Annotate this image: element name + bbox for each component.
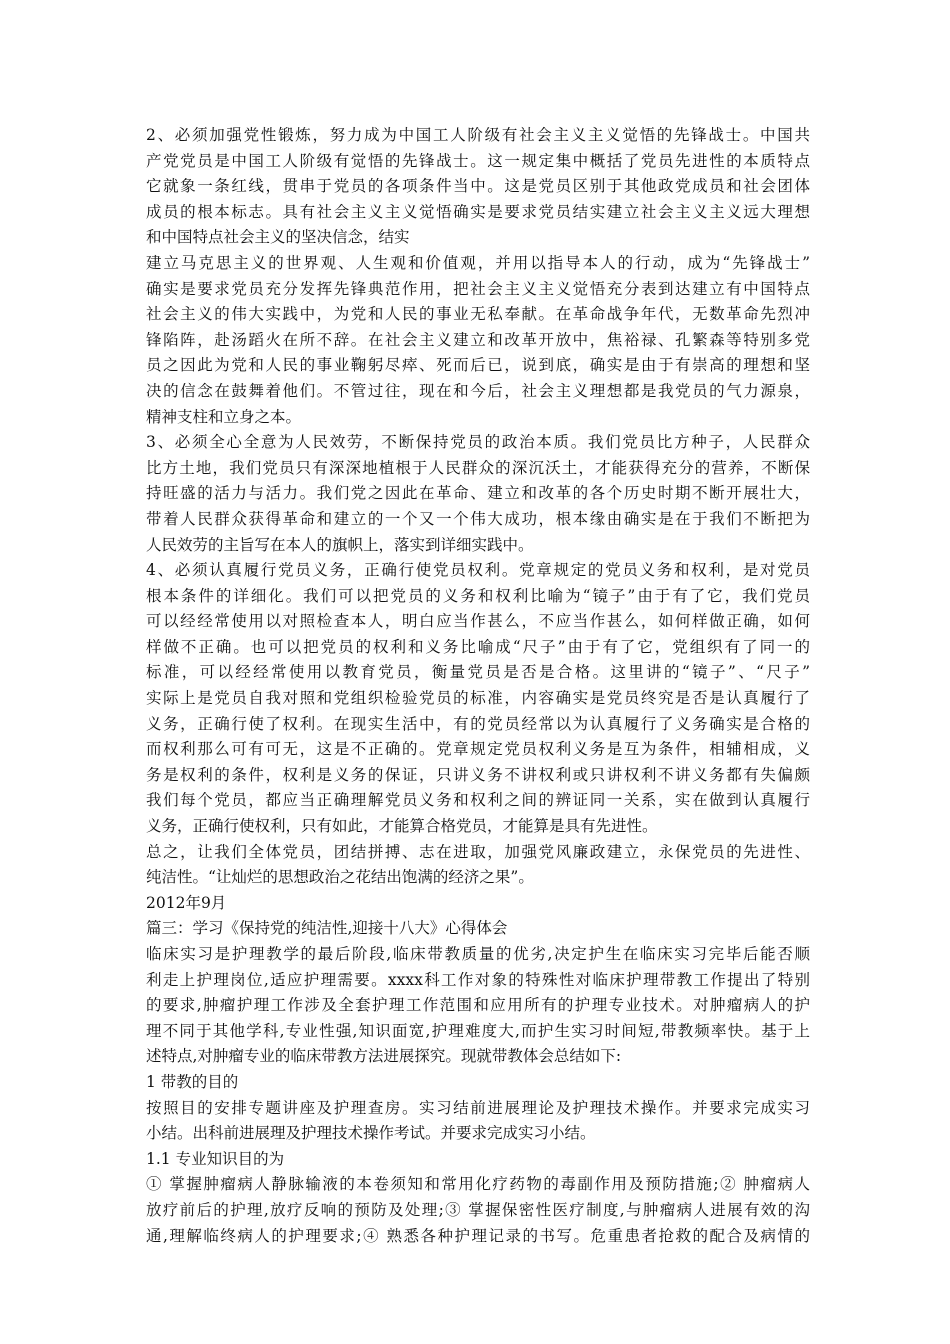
text-line: 持旺盛的活力与活力。我们党之因此在革命、建立和改革的各个历史时期不断开展壮大， bbox=[146, 484, 810, 503]
text-line: 我们每个党员，都应当正确理解党员义务和权利之间的辨证同一关系，实在做到认真履行 bbox=[146, 791, 810, 810]
text-line: 4、必须认真履行党员义务，正确行使党员权利。党章规定的党员义务和权利，是对党员 bbox=[146, 561, 810, 580]
text-line: 篇三：学习《保持党的纯洁性,迎接十八大》心得体会 bbox=[146, 919, 508, 938]
text-line: 精神支柱和立身之本。 bbox=[146, 407, 302, 426]
text-line: 确实是要求党员充分发挥先锋典范作用，把社会主义主义觉悟充分表到达建立有中国特点 bbox=[146, 279, 810, 298]
text-line: 成员的根本标志。具有社会主义主义觉悟确实是要求党员结实建立社会主义主义远大理想 bbox=[146, 202, 810, 221]
text-line: 带着人民群众获得革命和建立的一个又一个伟大成功，根本缘由确实是在于我们不断把为 bbox=[146, 509, 810, 528]
text-line: 和中国特点社会主义的坚决信念，结实 bbox=[146, 228, 410, 247]
text-line: 2、必须加强党性锻炼，努力成为中国工人阶级有社会主义主义觉悟的先锋战士。中国共 bbox=[146, 126, 810, 144]
text-line: 通,理解临终病人的护理要求;④ 熟悉各种护理记录的书写。危重患者抢救的配合及病情的 bbox=[146, 1226, 810, 1245]
text-line: 可以经经常使用以对照检查本人，明白应当作甚么，不应当作甚么，如何样做正确，如何 bbox=[146, 612, 810, 631]
text-line: 2012年9月 bbox=[146, 893, 227, 912]
text-line: 3、必须全心全意为人民效劳，不断保持党员的政治本质。我们党员比方种子，人民群众 bbox=[146, 433, 810, 452]
text-line: 实际上是党员自我对照和党组织检验党员的标准，内容确实是党员终究是否是认真履行了 bbox=[146, 689, 810, 708]
text-line: 按照目的安排专题讲座及护理查房。实习结前进展理论及护理技术操作。并要求完成实习 bbox=[146, 1098, 810, 1117]
text-line: 建立马克思主义的世界观、人生观和价值观，并用以指导本人的行动，成为“先锋战士” bbox=[146, 253, 810, 272]
text-line: 决的信念在鼓舞着他们。不管过往，现在和今后，社会主义理想都是我党员的气力源泉， bbox=[146, 381, 810, 400]
text-line: 义务，正确行使了权利。在现实生活中，有的党员经常以为认真履行了义务确实是合格的 bbox=[146, 714, 810, 733]
text-line: 员之因此为党和人民的事业鞠躬尽瘁、死而后已，说到底，确实是由于有崇高的理想和坚 bbox=[146, 356, 810, 375]
text-line: 利走上护理岗位,适应护理需要。xxxx科工作对象的特殊性对临床护理带教工作提出了特别 bbox=[146, 970, 810, 989]
text-line: 小结。出科前进展理及护理技术操作考试。并要求完成实习小结。 bbox=[146, 1124, 596, 1143]
text-line: 临床实习是护理教学的最后阶段,临床带教质量的优劣,决定护生在临床实习完毕后能否顺 bbox=[146, 945, 810, 963]
document-body bbox=[146, 123, 810, 1249]
text-line: 而权利那么可有可无，这是不正确的。党章规定党员权利义务是互为条件，相辅相成，义 bbox=[146, 740, 810, 759]
text-line: 根本条件的详细化。我们可以把党员的义务和权利比喻为“镜子”由于有了它，我们党员 bbox=[146, 586, 810, 605]
text-line: 锋陷阵，赴汤蹈火在所不辞。在社会主义建立和改革开放中，焦裕禄、孔繁森等特别多党 bbox=[146, 330, 810, 349]
text-line: 总之，让我们全体党员，团结拼搏、志在进取，加强党风廉政建立，永保党员的先进性、 bbox=[146, 842, 810, 861]
text-line: 样做不正确。也可以把党员的权利和义务比喻成“尺子”由于有了它，党组织有了同一的 bbox=[146, 637, 810, 656]
text-line: 1.1 专业知识目的为 bbox=[146, 1149, 285, 1168]
text-line: 标准，可以经经常使用以教育党员，衡量党员是否是合格。这里讲的“镜子”、“尺子” bbox=[146, 663, 810, 682]
text-line: 比方土地，我们党员只有深深地植根于人民群众的深沉沃土，才能获得充分的营养，不断保 bbox=[146, 458, 810, 477]
text-line: 述特点,对肿瘤专业的临床带教方法进展探究。现就带教体会总结如下: bbox=[146, 1047, 622, 1066]
text-line: 它就象一条红线，贯串于党员的各项条件当中。这是党员区别于其他政党成员和社会团体 bbox=[146, 177, 810, 196]
text-line: 的要求,肿瘤护理工作涉及全套护理工作范围和应用所有的护理专业技术。对肿瘤病人的护 bbox=[146, 996, 810, 1015]
text-line: 放疗前后的护理,放疗反响的预防及处理;③ 掌握保密性医疗制度,与肿瘤病人进展有效的沟 bbox=[146, 1200, 810, 1219]
text-line: 义务，正确行使权利，只有如此，才能算合格党员，才能算是具有先进性。 bbox=[146, 817, 658, 836]
text-line: 1 带教的目的 bbox=[146, 1072, 239, 1091]
text-line: 社会主义的伟大实践中，为党和人民的事业无私奉献。在革命战争年代，无数革命先烈冲 bbox=[146, 305, 810, 324]
text-line: 纯洁性。“让灿烂的思想政治之花结出饱满的经济之果”。 bbox=[146, 868, 534, 887]
text-line: 产党党员是中国工人阶级有觉悟的先锋战士。这一规定集中概括了党员先进性的本质特点 bbox=[146, 151, 810, 170]
text-line: 务是权利的条件，权利是义务的保证，只讲义务不讲权利或只讲权利不讲义务都有失偏颇 bbox=[146, 765, 810, 784]
text-line: 人民效劳的主旨写在本人的旗帜上，落实到详细实践中。 bbox=[146, 535, 534, 554]
text-line: 理不同于其他学科,专业性强,知识面宽,护理难度大,而护生实习时间短,带教频率快。基于上 bbox=[146, 1021, 810, 1040]
text-line: ① 掌握肿瘤病人静脉输液的本卷须知和常用化疗药物的毒副作用及预防措施;② 肿瘤病人 bbox=[146, 1175, 810, 1194]
